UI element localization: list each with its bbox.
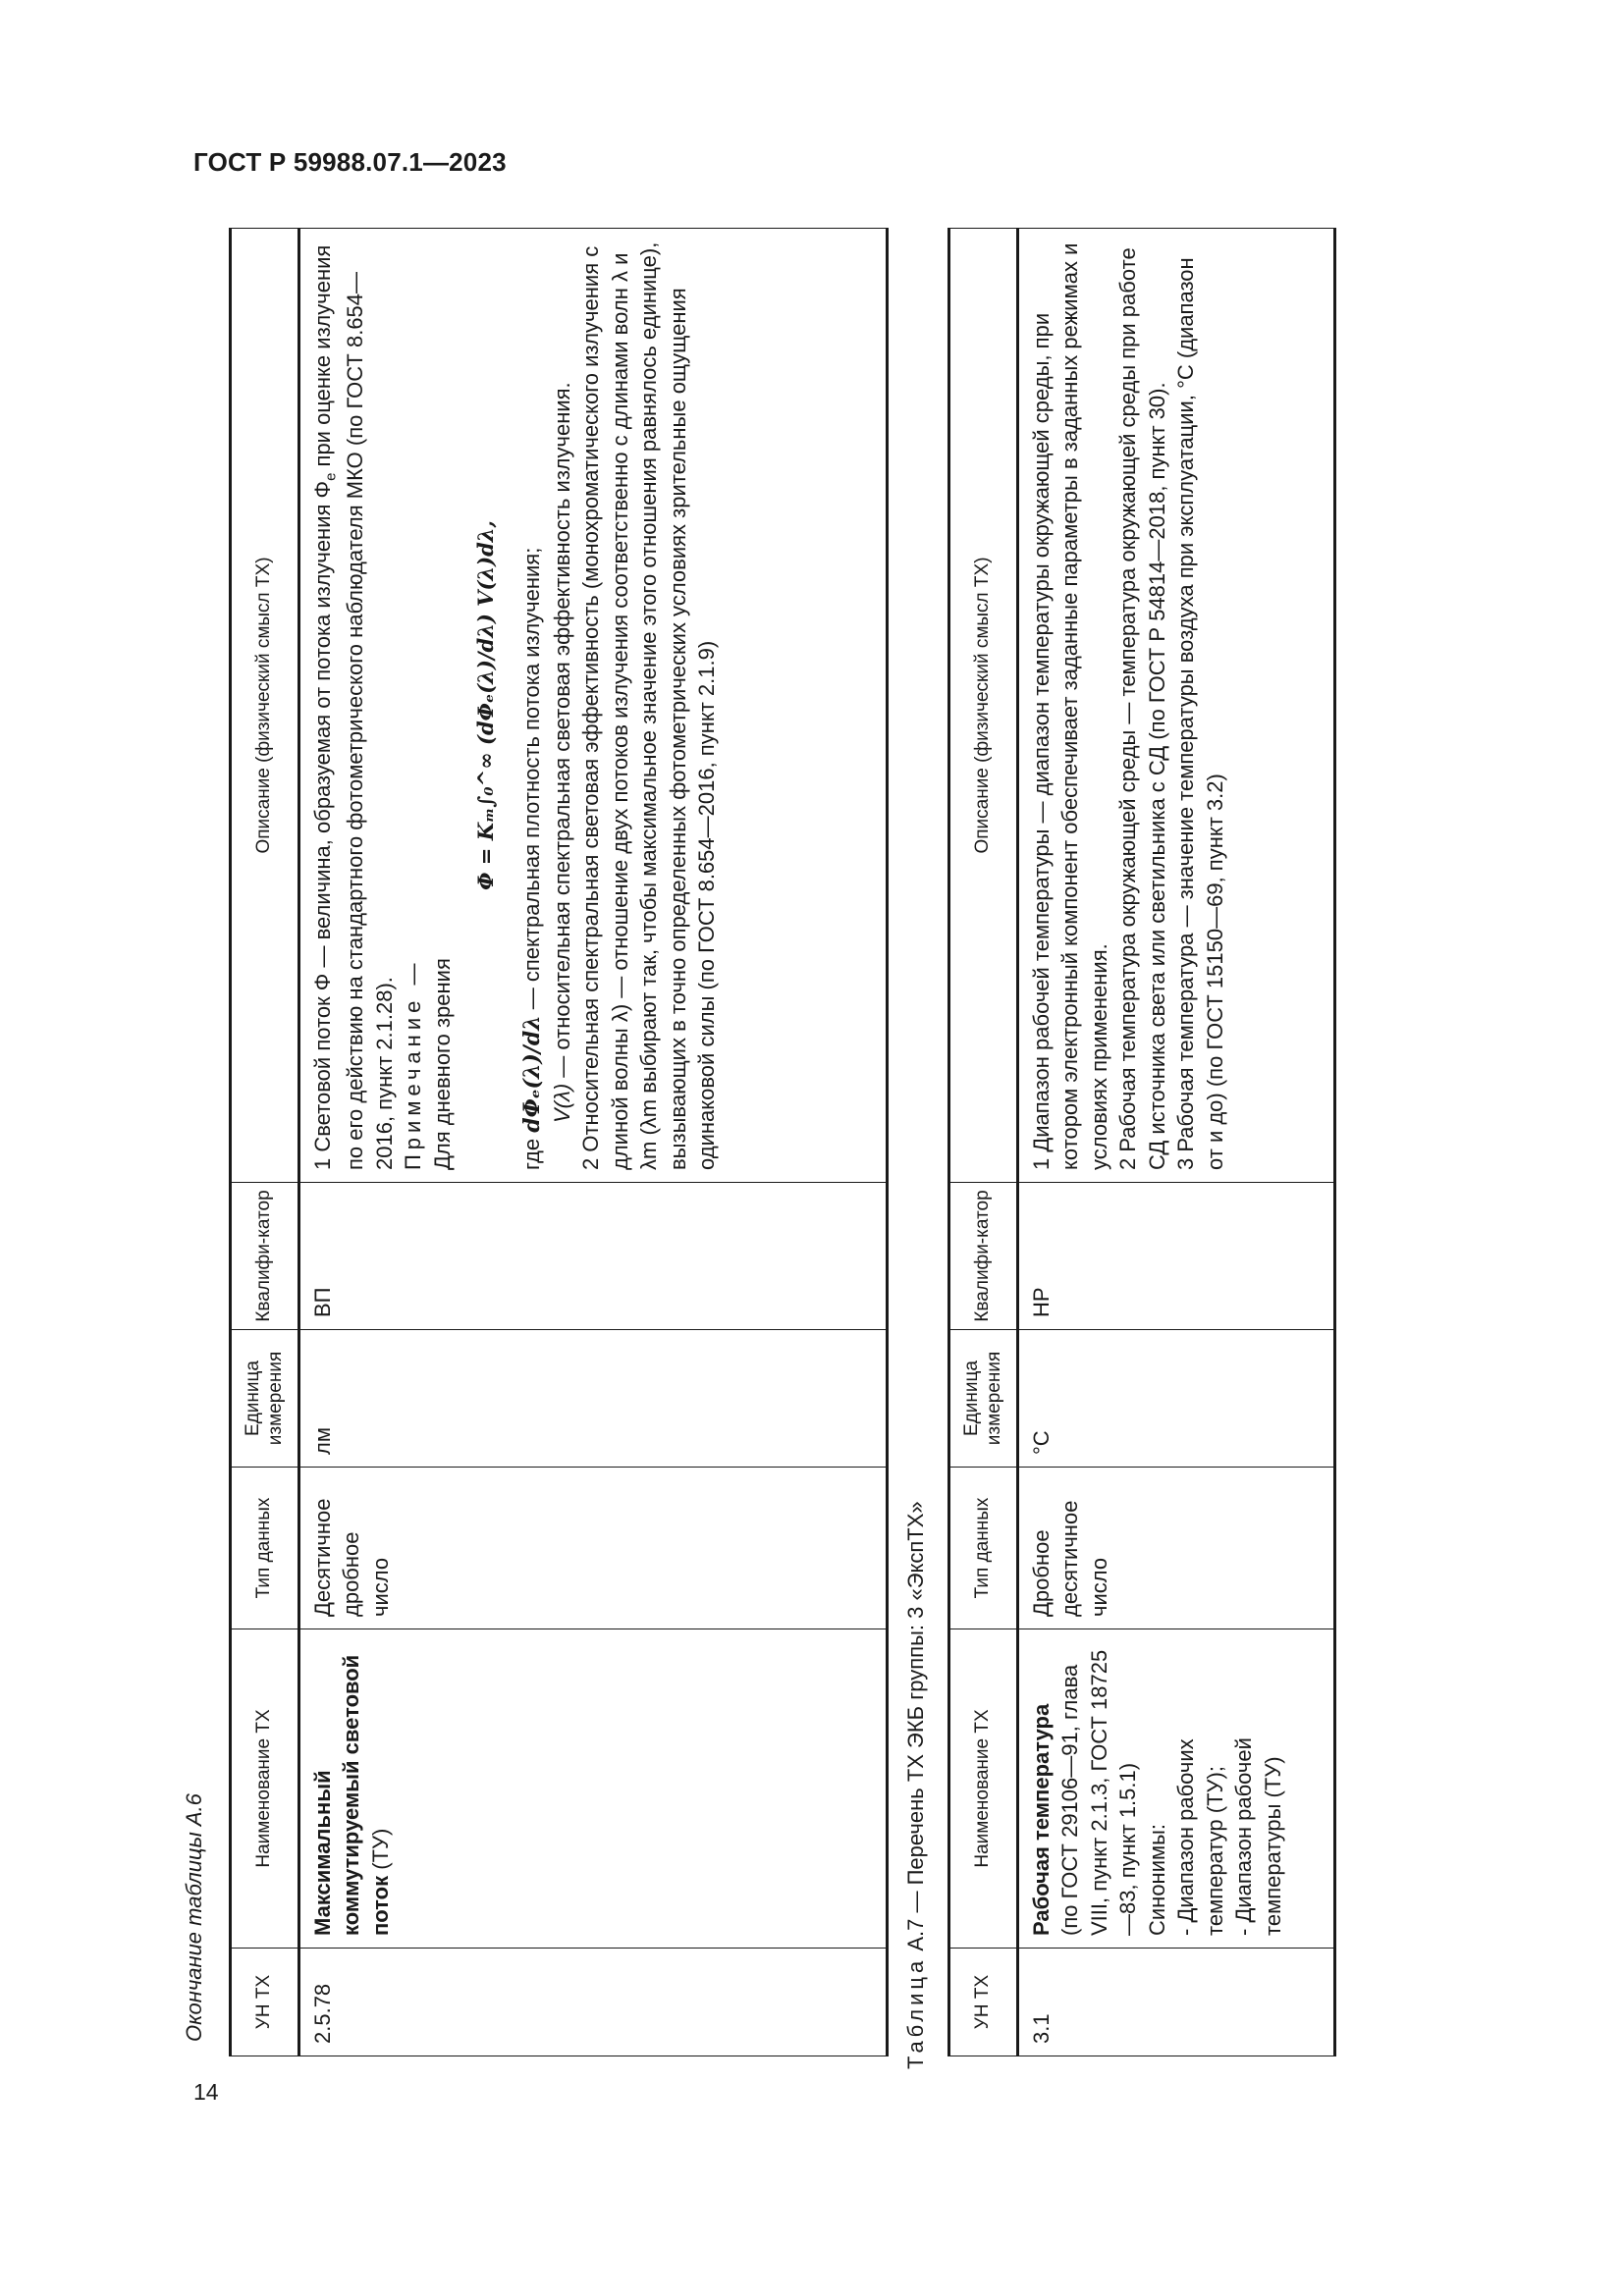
table-row: [1018, 229, 1335, 2056]
cell-qualifier: НР: [1018, 1183, 1335, 1330]
column-header-name: Наименование ТХ: [231, 1629, 299, 1949]
column-header-code: УН ТХ: [231, 1949, 299, 2056]
cell-description: [1018, 229, 1335, 1183]
cell-description: [299, 229, 888, 1183]
synonyms-label: Синонимы:: [1144, 1823, 1169, 1936]
table-a6: [229, 228, 889, 2056]
column-header-qualifier: Квалифи-катор: [231, 1183, 299, 1330]
desc-paragraph-3: 3 Рабочая температура — значение температуры воздуха при эксплуатации, °С (диапазон от и до) (по ГОСТ 15150—69, пункт 3.2): [1173, 257, 1227, 1170]
column-header-unit: Единица измерения: [949, 1330, 1018, 1468]
desc-paragraph-2: 2 Относительная спектральная световая эффективность (монохроматического излучения с длиной волны λ) — отношение двух потоков излучения соответственно с длинами волн λ и λm (λm выбирают так, чтобы максимальное значение этого отношения равнялось единице), вызывающих в точно определенных фотометрических условиях зрительные ощущения одинаковой силы (по ГОСТ 8.654—2016, пункт 2.1.9): [578, 241, 720, 1170]
name-suffix: (ТУ): [367, 1828, 393, 1876]
document-header: ГОСТ Р 59988.07.1—2023: [193, 147, 507, 177]
note-text: Для дневного зрения: [429, 958, 455, 1170]
table-row: [299, 229, 888, 2056]
cell-code: 3.1: [1018, 1949, 1335, 2056]
cell-name: [1018, 1629, 1335, 1949]
column-header-qualifier: Квалифи-катор: [949, 1183, 1018, 1330]
column-header-description: Описание (физический смысл ТХ): [231, 229, 299, 1183]
name-rest: (по ГОСТ 29106—91, глава VIII, пункт 2.1.3, ГОСТ 18725—83, пункт 1.5.1): [1057, 1649, 1141, 1936]
cell-unit: лм: [299, 1330, 888, 1468]
column-header-unit: Единица измерения: [231, 1330, 299, 1468]
column-header-code: УН ТХ: [949, 1949, 1018, 2056]
cell-type: Дробное десятичное число: [1018, 1468, 1335, 1629]
column-header-name: Наименование ТХ: [949, 1629, 1018, 1949]
where-symbol-2: V(λ): [549, 1083, 574, 1123]
table-a6-caption: Окончание таблицы А.6: [182, 1793, 206, 2042]
table-a7-caption: Таблица А.7 — Перечень ТХ ЭКБ группы: 3 «ЭкспТХ»: [903, 1501, 928, 2069]
cell-type: Десятичное дробное число: [299, 1468, 888, 1629]
column-header-type: Тип данных: [231, 1468, 299, 1629]
column-header-type: Тип данных: [949, 1468, 1018, 1629]
desc-paragraph-1: 1 Диапазон рабочей температуры — диапазон температуры окружающей среды, при котором электронный компонент обеспечивает заданные параметры в заданных режимах и условиях применения.: [1029, 242, 1111, 1170]
synonym-2: - Диапазон рабочей температуры (ТУ): [1231, 1737, 1285, 1936]
where-symbol-1: dΦₑ(λ)/dλ: [519, 1015, 546, 1133]
cell-name: [299, 1629, 888, 1949]
synonym-1: - Диапазон рабочих температур (ТУ);: [1173, 1738, 1227, 1936]
cell-code: 2.5.78: [299, 1949, 888, 2056]
desc-paragraph-2: 2 Рабочая температура окружающей среды — температура окружающей среды при работе СД источника света или светильника с СД (по ГОСТ Р 54814—2018, пункт 30).: [1115, 247, 1169, 1170]
desc-paragraph-1: 1 Световой поток Φ — величина, образуемая от потока излучения $\Phi_e$ при оценке излучения по его действию на стандартного фотометрического наблюдателя МКО (по ГОСТ 8.654—2016, пункт 2.1.28).: [310, 244, 397, 1170]
column-header-description: Описание (физический смысл ТХ): [949, 229, 1018, 1183]
table-a7-container: [947, 229, 1336, 2056]
table-a6-container: [229, 229, 889, 2056]
note-label: Примечание —: [401, 958, 426, 1170]
where-line-2: V(λ) — относительная спектральная световая эффективность излучения.: [549, 382, 574, 1123]
formula: Φ = Kₘ∫₀^∞ (dΦₑ(λ)/dλ) V(λ)dλ,: [473, 520, 499, 890]
cell-unit: °С: [1018, 1330, 1335, 1468]
name-bold: Рабочая температура: [1029, 1703, 1054, 1936]
cell-qualifier: ВП: [299, 1183, 888, 1330]
page-number: 14: [193, 2079, 219, 2105]
table-a7: [947, 228, 1336, 2056]
where-line-1: где dΦₑ(λ)/dλ — спектральная плотность потока излучения;: [519, 547, 546, 1170]
name-bold: Максимальный коммутируемый световой поток: [310, 1654, 393, 1936]
